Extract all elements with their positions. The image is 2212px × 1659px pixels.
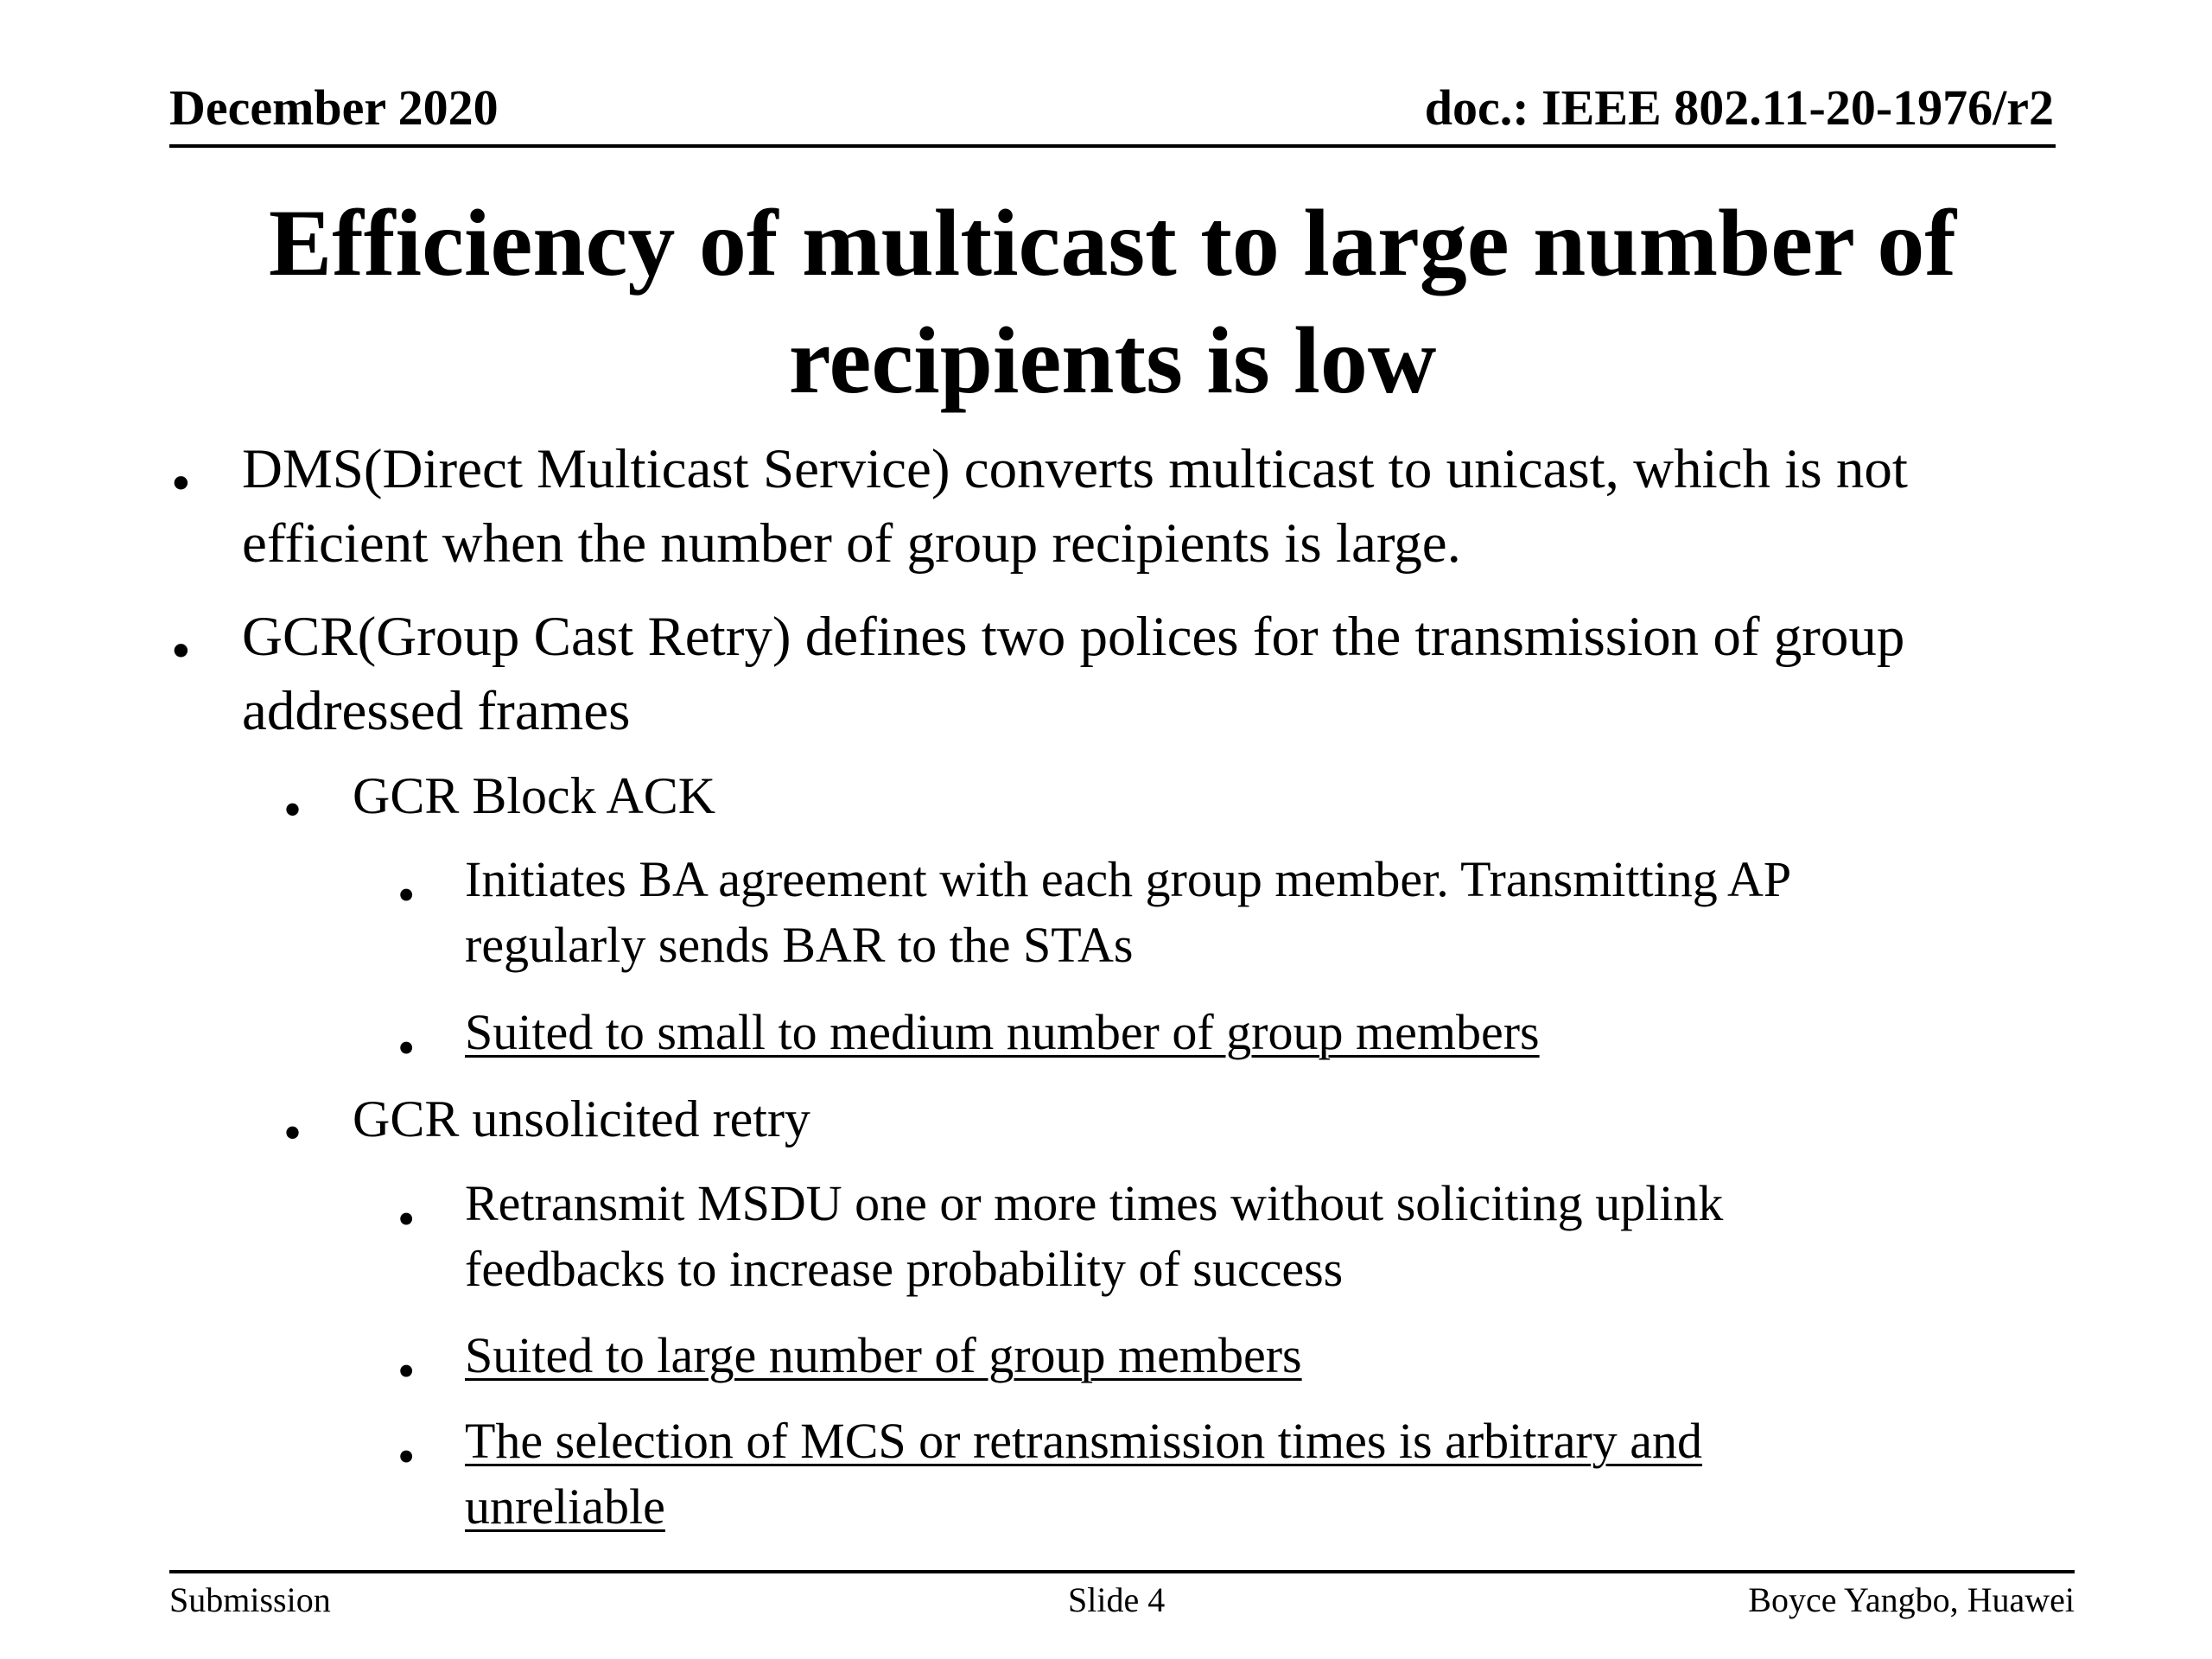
bullet-text-span: The selection of MCS or retransmission times is arbitrary and	[465, 1413, 1702, 1469]
bullet-marker: •	[397, 1020, 416, 1076]
bullet-marker: •	[397, 1343, 416, 1399]
header-divider	[169, 144, 2056, 148]
footer-slide-number: Slide 4	[1068, 1580, 1166, 1619]
sub-bullet-gcr-unsolicited-retry: GCR unsolicited retry	[353, 1090, 810, 1147]
sub-sub-bullet-small-medium	[465, 1000, 1540, 1065]
bullet-marker: •	[171, 620, 191, 682]
bullet-marker: •	[283, 1104, 302, 1161]
bullet-gcr	[242, 600, 1904, 748]
slide-title	[169, 184, 2056, 419]
bullet-text-line: regularly sends BAR to the STAs	[465, 917, 1134, 973]
bullet-text-line: DMS(Direct Multicast Service) converts multicast to unicast, which is not	[242, 438, 1908, 500]
bullet-text-line: Suited to large number of group members	[465, 1327, 1302, 1383]
bullet-marker: •	[397, 1428, 416, 1484]
bullet-text-span: unreliable	[465, 1478, 665, 1535]
bullet-marker: •	[171, 452, 191, 514]
sub-bullet-gcr-block-ack: GCR Block ACK	[353, 767, 716, 824]
bullet-text-line: GCR(Group Cast Retry) defines two polices for the transmission of group	[242, 606, 1905, 668]
slide-title-line-2: recipients is low	[788, 308, 1437, 413]
bullet-marker: •	[397, 867, 416, 923]
sub-sub-bullet-ba-agreement	[465, 847, 1791, 978]
bullet-text-line: Retransmit MSDU one or more times without soliciting uplink	[465, 1175, 1724, 1231]
footer-submission: Submission	[169, 1580, 331, 1619]
bullet-text-line: Suited to small to medium number of group members	[465, 1004, 1540, 1060]
sub-sub-bullet-large-number	[465, 1323, 1302, 1389]
bullet-dms	[242, 432, 1908, 581]
header-date: December 2020	[169, 79, 499, 136]
bullet-text-line: addressed frames	[242, 680, 631, 742]
slide-title-line-1: Efficiency of multicast to large number of	[268, 190, 1957, 296]
footer-divider	[169, 1570, 2075, 1573]
bullet-marker: •	[283, 781, 302, 838]
sub-sub-bullet-mcs-selection	[465, 1408, 1702, 1540]
bullet-text-line	[465, 1474, 1702, 1540]
bullet-text-line: feedbacks to increase probability of success	[465, 1241, 1344, 1297]
header-doc-id: doc.: IEEE 802.11-20-1976/r2	[1424, 79, 2054, 136]
bullet-text-line	[465, 1408, 1702, 1474]
footer-author: Boyce Yangbo, Huawei	[1748, 1580, 2075, 1619]
sub-sub-bullet-retransmit	[465, 1171, 1723, 1302]
bullet-marker: •	[397, 1191, 416, 1247]
bullet-text-line: efficient when the number of group recipients is large.	[242, 512, 1461, 575]
bullet-text-line: Initiates BA agreement with each group member. Transmitting AP	[465, 851, 1792, 907]
